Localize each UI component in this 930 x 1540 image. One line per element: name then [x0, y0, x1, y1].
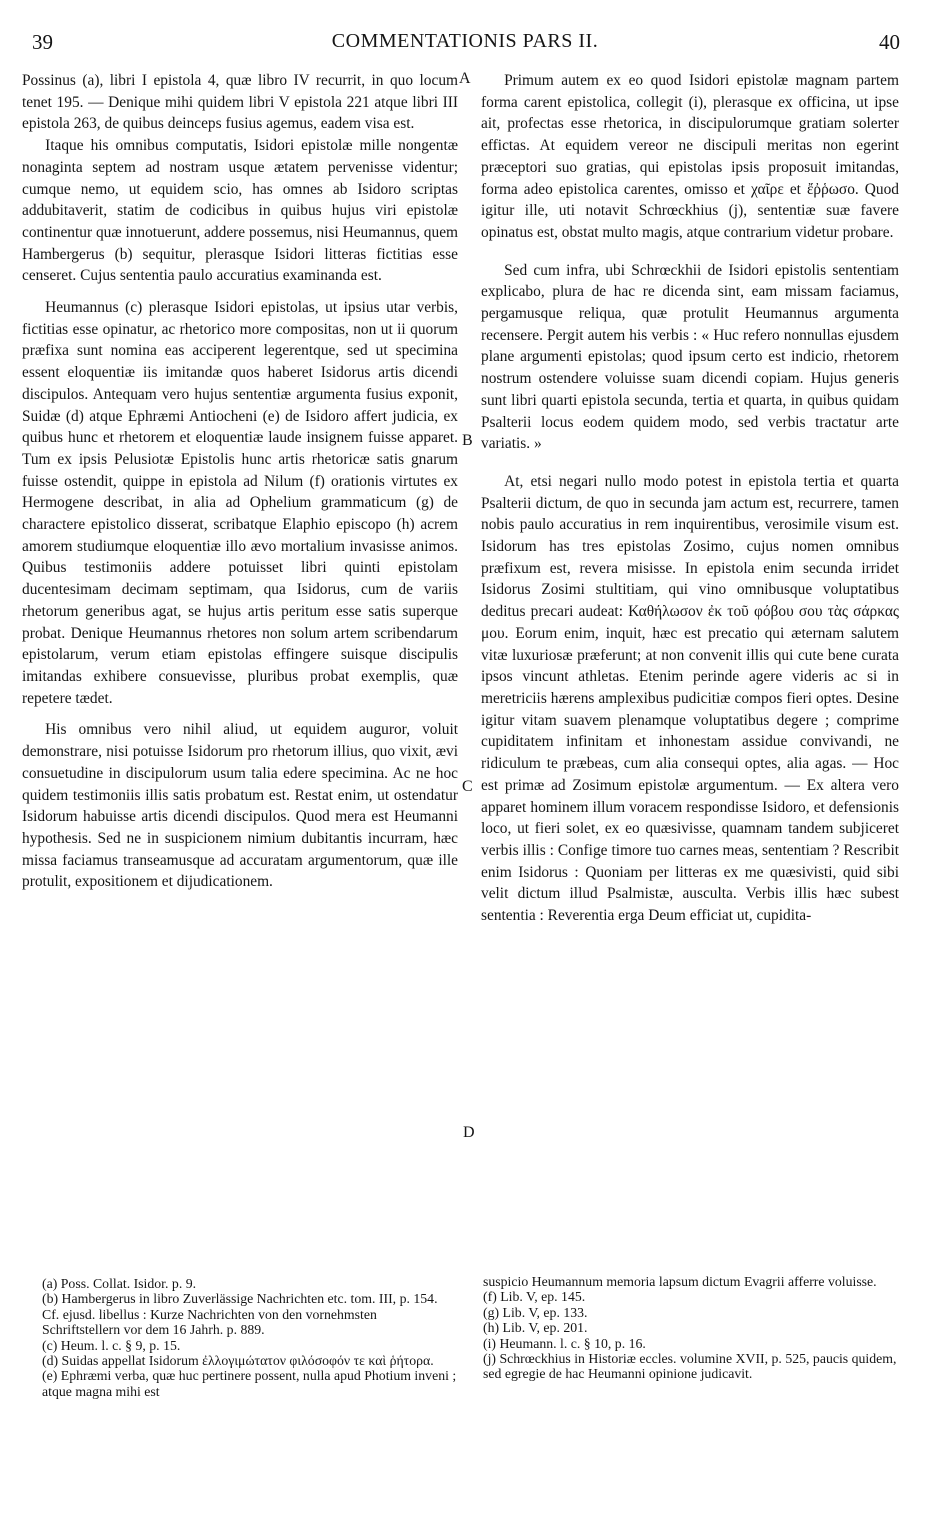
page-header — [30, 30, 900, 64]
footnote-j: (j) Schrœckhius in Historiæ eccles. volumine XVII, p. 525, paucis quidem, sed egregie de hac Heumanni opinione judicavit. — [483, 1351, 897, 1382]
footnote-c: (c) Heum. l. c. § 9, p. 15. — [42, 1337, 181, 1353]
footnote-g: (g) Lib. V, ep. 133. — [483, 1304, 588, 1320]
left-paragraph-3: Heumannus (c) plerasque Isidori epistolas, ut ipsius utar verbis, fictitias esse opinatur, ac rhetorico more compositas, non ut ii quorum præfixa sunt nomina eas acciperent legerentque, sed ut specimina essent eloquentiæ iis imitandæ quos haberet Isidorus artis dicendi discipulos. Antequam vero hujus sententiæ argumenta fusius exponit, Suidæ (d) atque Ephræmi Antiocheni (e) de Isidoro affert judicia, ex quibus hunc et rhetorem et eloquentiæ laude insignem fuisse apparet. Tum ex ipsis Pelusiotæ Epistolis hunc artis rhetoricæ satis gnarum fuisse ostendit, quippe in epistola ad Nilum (f) orationis virtutes ex Hermogene describat, in alia ad Ophelium grammaticum (g) de charactere epistolico disserat, scribatque Elaphio episcopo (h) acrem amorem studiumque eloquentiæ illo ævo mortalium invasisse animos. Quibus testimoniis addere potuisset libri quinti epistolam ducentesimam decimam septimam, qua Isidorus, cum de variis rhetorum generibus agat, se hujus artis peritum esse satis superque probat. Denique Heumannus rhetores non solum artem scribendarum epistolarum, verum etiam epistolas effingere suisque discipulis imitandas exhibere consuevisse, pluribus probat exemplis, quæ repetere tædet. — [22, 299, 458, 707]
footnote-i: (i) Heumann. l. c. § 10, p. 16. — [483, 1335, 646, 1351]
footnote-a: (a) Poss. Collat. Isidor. p. 9. — [42, 1276, 197, 1291]
footnote-f: (f) Lib. V, ep. 145. — [483, 1289, 586, 1305]
left-paragraph-4: His omnibus vero nihil aliud, ut equidem auguror, voluit demonstrare, nisi potuisse Isidorum pro rhetorum illius, quo vixit, ævi consuetudine in discipulorum usum talia edere specimina. Ac ne hoc quidem testimoniis illis satis probatum est. Restat enim, ut ostendatur Isidorum habuisse artis dicendi discipulos. Quod mera est Heumanni hypothesis. Sed ne in suspicionem nimium dubitantis incurram, hæc missa faciamus transeamusque ad accuratam argumentorum, quæ ille protulit, expositionem et dijudicationem. — [22, 721, 458, 891]
right-paragraph-1: Primum autem ex eo quod Isidori epistolæ magnam partem forma carent epistolica, collegit (i), plerasque ex officina, ut ipse ait, profectas esse rhetorica, in discipulorumque gratiam solerter effictas. At equidem vereor ne discipuli meritas non egerint præceptori suo gratias, qui epistolas ipsis proposuit imitandas, forma adeo epistolica carentes, omisso et χαῖρε et ἔῤῥωσο. Quod igitur ille, uti notavit Schrœckhius (j), sententiæ suæ favere opinatus est, obstat multo magis, atque contrarium videtur probare. — [481, 72, 899, 241]
margin-marker-d: D — [463, 1124, 475, 1141]
footnote-d: (d) Suidas appellat Isidorum ἐλλογιμώτατον φιλόσοφόν τε καὶ ῥήτορα. — [42, 1353, 434, 1369]
running-title: COMMENTATIONIS PARS II. — [331, 30, 599, 52]
page-number-right: 40 — [879, 30, 900, 54]
right-paragraph-3: At, etsi negari nullo modo potest in epistola tertia et quarta Psalterii dictum, de quo in secunda jam actum est, recurrere, tamen nobis paulo accuratius in rem inquirentibus, verosimile visum est. Isidorum has tres epistolas Zosimo, cujus nomen omnibus præfixum est, revera misisse. In epistola enim secunda irridet Isidorus Zosimi stultitiam, qui vino omnibusque voluptatibus deditus precari audeat: Καθήλωσον ἐκ τοῦ φόβου σου τὰς σάρκας μου. Eorum enim, inquit, hæc est precatio qui æternam salutem vitæ luxuriosæ præferunt; at non convenit illis qui cute bene curata ipsos vincunt athletas. Etenim perinde agere videris ac si in meretriciis hærens amplexibus pudicitiæ compos fieri optes. Desine igitur vitam suavem plenamque voluptatibus degere ; comprime cupiditatem infinitam et inhonestam assidue convivandi, ne ridiculum te præbeas, cum alia consequi optes, alia agas. — Hoc est primæ ad Zosimum epistolæ argumentum. — Ex altera vero apparet hominem illum voracem respondisse Isidoro, et defensionis loco, ut fieri solet, ex eo quæsivisse, quamnam tandem subjiceret verbis illis : Confige timore tuo carnes meas, sententiam ? Rescribit enim Isidorus : Quoniam per litteras ex me quæsivisti, quid sibi velit dictum illud Psalmistæ, ausculta. Verbis illis hæc subest sententia : Reverentia erga Deum efficiat ut, cupidita- — [481, 472, 899, 925]
left-paragraph-1: Possinus (a), libri I epistola 4, quæ libro IV recurrit, in quo locum tenet 195. — Denique mihi quidem libri V epistola 221 atque libri III epistola 263, de quibus deinceps fusius agemus, eadem visa est. — [22, 72, 458, 133]
footnote-h: (h) Lib. V, ep. 201. — [483, 1320, 588, 1336]
left-paragraph-2: Itaque his omnibus computatis, Isidori epistolæ mille nongentæ nonaginta septem ad nostram usque ætatem pervenisse videntur; cumque nemo, ut equidem scio, has omnes ab Isidoro scriptas addubitaverit, statim de codicibus in quibus hujus viri epistolæ continentur quæ innotuerunt, addere possemus, nisi Heumannus, quem Hambergerus (b) sequitur, plerasque Isidori litteras fictitias esse censeret. Cujus sententia paulo accuratius examinanda est. — [22, 137, 458, 285]
right-paragraph-2: Sed cum infra, ubi Schrœckhii de Isidori epistolis sententiam explicabo, plura de hac re dicenda sint, eam missam faciamus, pergamusque reliqua, quæ protulit Heumannus argumenta recensere. Pergit autem his verbis : « Huc refero nonnullas ejusdem plane argumenti epistolas; quod ipsum certo est indicio, rhetorem nostrum ostendere voluisse suam dicendi copiam. Hujus generis sunt libri quarti epistola secunda, tertia et quarta, in quibus quidam Psalterii locus eodem quidem modo, sed verbis tractatur arte variatis. » — [481, 261, 899, 453]
footnote-b: (b) Hambergerus in libro Zuverlässige Nachrichten etc. tom. III, p. 154. Cf. ejusd. libellus : Kurze Nachrichten von den vornehmsten Schriftstellern vor dem 16 Jahrh. p. 889. — [42, 1291, 438, 1338]
footnote-e-continuation: suspicio Heumannum memoria lapsum dictum Evagrii afferre voluisse. — [483, 1274, 877, 1289]
margin-marker-c: C — [462, 778, 473, 795]
margin-marker-a: A — [459, 70, 471, 87]
left-column — [22, 70, 458, 893]
right-column — [481, 70, 899, 927]
footnotes-left — [42, 1276, 458, 1399]
footnotes-right — [483, 1274, 899, 1382]
footnote-e: (e) Ephræmi verba, quæ huc pertinere possent, nulla apud Photium inveni ; atque magna mihi est — [42, 1368, 457, 1399]
page-number-left: 39 — [32, 30, 53, 54]
margin-marker-b: B — [462, 432, 473, 449]
